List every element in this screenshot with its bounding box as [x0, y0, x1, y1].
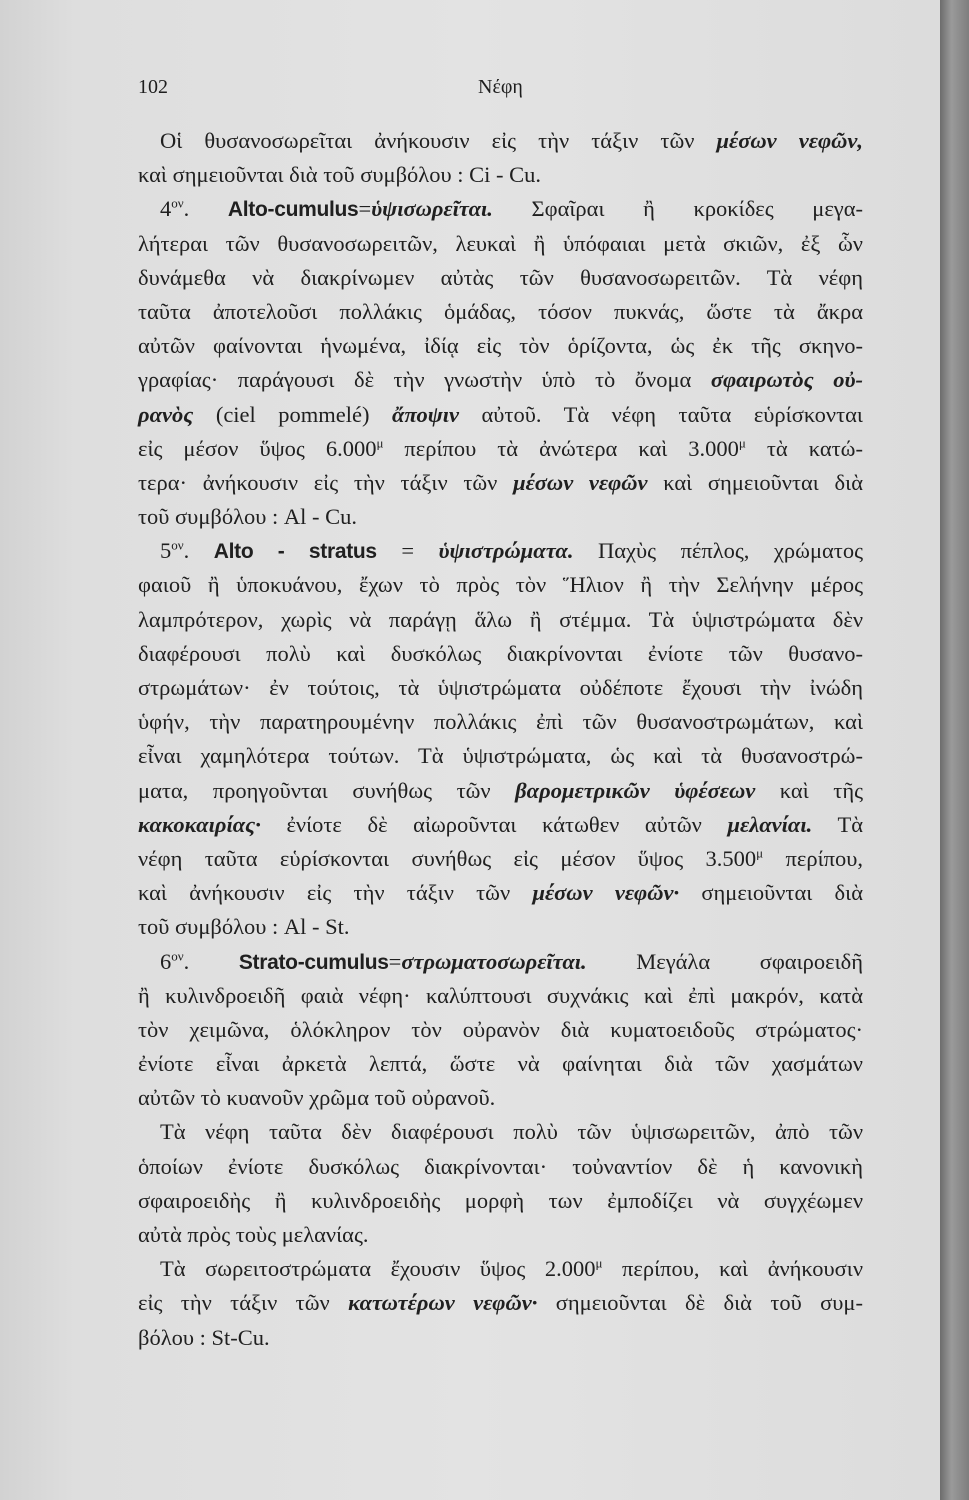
scan-edge: [940, 0, 969, 1500]
text-line: καὶ σημειοῦνται διὰ τοῦ συμβόλου : Ci - Cu.: [138, 162, 541, 188]
text-line: κακοκαιρίας· ἐνίοτε δὲ αἰωροῦνται κάτωθεν αὐτῶν μελανίαι. Τὰ: [138, 811, 863, 837]
text-line: ὑφήν, τὴν παρατηρουμένην πολλάκις ἐπὶ τῶν θυσανοστρωμάτων, καὶ: [138, 709, 863, 735]
text-line: φαιοῦ ἢ ὑποκυάνου, ἔχων τὸ πρὸς τὸν Ἥλιον ἢ τὴν Σελήνην μέρος: [138, 572, 863, 598]
running-title: Νέφη: [478, 76, 523, 98]
text-line: ἢ κυλινδροειδῆ φαιὰ νέφη· καλύπτουσι συχνάκις καὶ ἐπὶ μακρόν, κατὰ: [138, 982, 863, 1008]
page-number: 102: [138, 76, 168, 98]
section-heading-line: $6^{o\nu}$. Strato-cumulus=στρωματοσωρεῖται. Μεγάλα σφαιροειδῆ: [160, 948, 863, 974]
text-line: σφαιροειδὴς ἢ κυλινδροειδὴς μορφὴ των ἐμποδίζει νὰ συγχέωμεν: [138, 1187, 863, 1213]
text-line: λαμπρότερον, χωρὶς νὰ παράγῃ ἅλω ἢ στέμμα. Τὰ ὑψιστρώματα δὲν: [138, 606, 863, 632]
text-line: ταῦτα ἀποτελοῦσι πολλάκις ὁμάδας, τόσον πυκνάς, ὥστε τὰ ἄκρα: [138, 298, 863, 324]
text-line: διαφέρουσι πολὺ καὶ δυσκόλως διακρίνονται ἐνίοτε τῶν θυσανο-: [138, 640, 863, 666]
text-line: εἰς τὴν τάξιν τῶν κατωτέρων νεφῶν· σημειοῦνται δὲ διὰ τοῦ συμ-: [138, 1290, 863, 1316]
running-header: [138, 66, 858, 106]
text-line: γραφίας· παράγουσι δὲ τὴν γνωστὴν ὑπὸ τὸ ὄνομα σφαιρωτὸς οὐ-: [138, 367, 863, 393]
text-line: ματα, προηγοῦνται συνήθως τῶν βαρομετρικῶν ὑφέσεων καὶ τῆς: [138, 777, 863, 803]
text-line: ὁποίων ἐνίοτε δυσκόλως διακρίνονται· τοὐναντίον δὲ ἡ κανονικὴ: [138, 1153, 863, 1179]
cloud-name: Strato-cumulus: [238, 950, 389, 974]
greek-term: στρωματοσωρεῖται.: [401, 948, 587, 974]
text-line: ἐνίοτε εἶναι ἀρκετὰ λεπτά, ὥστε νὰ φαίνηται διὰ τῶν χασμάτων: [138, 1051, 863, 1077]
text-line: στρωμάτων· ἐν τούτοις, τὰ ὑψιστρώματα οὐδέποτε ἔχουσι τὴν ἰνώδη: [138, 675, 863, 700]
section-heading-line: $5^{o\nu}$. Alto - stratus = ὑψιστρώματα. Παχὺς πέπλος, χρώματος: [160, 537, 864, 564]
greek-term: ὑψιστρώματα.: [438, 538, 574, 564]
text-line: αὐτῶν φαίνονται ἡνωμένα, ἰδίᾳ εἰς τὸν ὁρίζοντα, ὡς ἐκ τῆς σκηνο-: [138, 333, 863, 359]
emphasis: μέσων νεφῶν,: [716, 128, 864, 153]
text-line: Οἱ θυσανοσωρεῖται ἀνήκουσιν εἰς τὴν τάξιν τῶν μέσων νεφῶν,: [160, 128, 864, 153]
text-line: νέφη ταῦτα εὑρίσκονται συνήθως εἰς μέσον ὕψος $3.500^\mu$ περίπου,: [138, 845, 863, 871]
cloud-name: Alto - stratus: [213, 540, 377, 564]
text-line: λήτεραι τῶν θυσανοσωρειτῶν, λευκαὶ ἢ ὑπόφαιαι μετὰ σκιῶν, ἐξ ὧν: [138, 230, 863, 256]
text-line: εἰς μέσον ὕψος $6.000^\mu$ περίπου τὰ ἀνώτερα καὶ $3.000^\mu$ τὰ κατώ-: [138, 435, 863, 461]
greek-term: ὑψισωρεῖται.: [371, 196, 493, 222]
body-text: [138, 124, 863, 1355]
section-heading-line: $4^{o\nu}$. Alto-cumulus=ὑψισωρεῖται. Σφαῖραι ἢ κροκίδες μεγα-: [160, 195, 863, 222]
text-line: Τὰ νέφη ταῦτα δὲν διαφέρουσι πολὺ τῶν ὑψισωρειτῶν, ἀπὸ τῶν: [160, 1119, 863, 1145]
text-line: καὶ ἀνήκουσιν εἰς τὴν τάξιν τῶν μέσων νεφῶν· σημειοῦνται διὰ: [138, 880, 864, 906]
text-line: εἶναι χαμηλότερα τούτων. Τὰ ὑψιστρώματα, ὡς καὶ τὰ θυσανοστρώ-: [138, 743, 863, 769]
text-line: αὐτῶν τὸ κυανοῦν χρῶμα τοῦ οὐρανοῦ.: [138, 1085, 496, 1111]
text-line: Τὰ σωρειτοστρώματα ἔχουσιν ὕψος $2.000^\mu$ περίπου, καὶ ἀνήκουσιν: [160, 1255, 864, 1282]
text-line: τοῦ συμβόλου : Al - Cu.: [138, 504, 358, 530]
text-line: βόλου : St-Cu.: [138, 1324, 270, 1350]
text-line: ρανὸς (ciel pommelé) ἄποψιν αὐτοῦ. Τὰ νέφη ταῦτα εὑρίσκονται: [138, 401, 863, 427]
text-line: τὸν χειμῶνα, ὁλόκληρον τὸν οὐρανὸν διὰ κυματοειδοῦς στρώματος·: [138, 1016, 863, 1042]
text-line: τοῦ συμβόλου : Al - St.: [138, 914, 350, 940]
cloud-name: Alto-cumulus: [227, 198, 359, 222]
text-line: δυνάμεθα νὰ διακρίνωμεν αὐτὰς τῶν θυσανοσωρειτῶν. Τὰ νέφη: [138, 264, 863, 290]
text-line: αὐτὰ πρὸς τοὺς μελανίας.: [138, 1222, 369, 1247]
text-line: τερα· ἀνήκουσιν εἰς τὴν τάξιν τῶν μέσων νεφῶν καὶ σημειοῦνται διὰ: [138, 469, 863, 495]
